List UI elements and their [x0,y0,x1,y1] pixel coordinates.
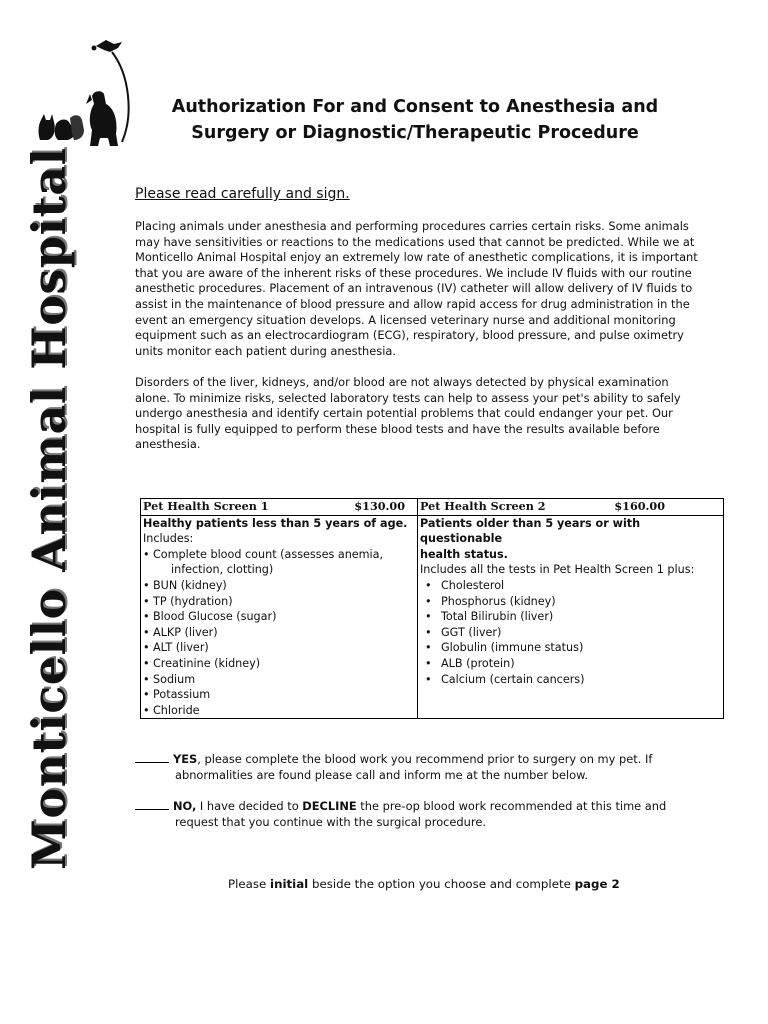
yes-initial-blank[interactable] [135,752,169,763]
paragraph-line: anesthesia. [135,437,201,452]
list-item [143,547,415,578]
no-text: I have decided to [196,799,303,813]
list-item: • Cholesterol [420,578,721,594]
screen1-details [141,515,418,719]
list-item: • Phosphorus (kidney) [420,594,721,610]
option-no [135,798,695,830]
instruction-text: beside the option you choose and complete [308,877,575,891]
health-screen-table [140,498,724,719]
screen2-subtitle [420,516,721,563]
paragraph-line: Disorders of the liver, kidneys, and/or blood are not always detected by physical examination [135,375,669,389]
option-yes [135,751,695,783]
screen2-price: $160.00 [614,499,665,513]
title-line-2: Surgery or Diagnostic/Therapeutic Procedure [191,123,639,143]
paragraph-line: Placing animals under anesthesia and performing procedures carries certain risks. Some animals [135,219,689,233]
list-item: • Creatinine (kidney) [143,656,415,672]
paragraph-line: undergo anesthesia and identify certain potential problems that could endanger your pet. Our [135,406,673,421]
instruction-page-link: page 2 [574,877,620,891]
paragraph-line: hospital is fully equipped to perform these blood tests and have the results available before [135,421,660,436]
no-keyword: NO, [173,799,197,813]
list-item: • TP (hydration) [143,594,415,610]
list-item: • ALT (liver) [143,640,415,656]
paragraph-line: event an emergency situation develops. A licensed veterinary nurse and additional monitoring [135,312,676,327]
instruction-initial: initial [270,877,309,891]
list-item-text: Complete blood count (assesses anemia, [153,547,384,561]
instruction-text: Please [228,877,271,891]
paragraph-line: may have sensitivities or reactions to the medications used that cannot be predicted. While we at [135,234,695,249]
paragraph-line: assist in the maintenance of blood pressure and allow rapid access for drug administration in the [135,296,690,311]
yes-text: , please complete the blood work you recommend prior to surgery on my pet. If [197,752,653,766]
list-item-text: infection, clotting) [171,563,274,577]
decline-keyword: DECLINE [302,799,357,813]
yes-keyword: YES [173,752,198,766]
screen1-price: $130.00 [354,499,405,513]
paragraph-line: Monticello Animal Hospital enjoy an extremely low rate of anesthetic complications, it is important [135,250,698,265]
screen1-intro: Includes: [143,532,194,546]
no-text-continued: request that you continue with the surgical procedure. [175,815,486,829]
paragraph-line: anesthetic procedures. Placement of an intravenous (IV) catheter will allow delivery of IV fluids to [135,281,693,296]
subtitle-line: health status. [420,547,508,561]
list-item: • Chloride [143,703,415,719]
paragraph-line: that you are aware of the inherent risks of these procedures. We include IV fluids with our routine [135,265,692,280]
list-item: • Blood Glucose (sugar) [143,609,415,625]
blood-test-paragraph [135,375,680,453]
yes-text-continued: abnormalities are found please call and inform me at the number below. [175,768,588,782]
screen2-test-list [420,578,721,687]
no-text-end: the pre-op blood work recommended at this time and [356,799,667,813]
list-item: • ALKP (liver) [143,625,415,641]
paragraph-line: equipment such as an electrocardiogram (ECG), respiratory, blood pressure, and pulse oximetry [135,328,684,343]
initial-instruction [228,877,620,891]
hospital-name-vertical: Monticello Animal Hospital [22,147,76,870]
subtitle-line: Patients older than 5 years or with questionable [420,516,641,546]
read-carefully-heading: Please read carefully and sign. [135,186,350,202]
screen2-details [418,515,724,719]
screen2-intro: Includes all the tests in Pet Health Screen 1 plus: [420,563,695,577]
title-line-1: Authorization For and Consent to Anesthesia and [171,97,659,117]
list-item: • GGT (liver) [420,625,721,641]
screen1-header [141,499,418,516]
screen1-name: Pet Health Screen 1 [143,499,269,513]
list-item: • Potassium [143,687,415,703]
list-item: • Sodium [143,672,415,688]
list-item: • Total Bilirubin (liver) [420,609,721,625]
list-item: • BUN (kidney) [143,578,415,594]
paragraph-line: units monitor each patient during anesthesia. [135,343,396,358]
screen2-name: Pet Health Screen 2 [420,499,546,513]
anesthesia-risk-paragraph [135,219,698,359]
screen1-test-list [143,547,415,719]
screen2-header [418,499,724,516]
paragraph-line: alone. To minimize risks, selected laboratory tests can help to assess your pet's ability to safely [135,390,681,405]
list-item: • ALB (protein) [420,656,721,672]
list-item: • Globulin (immune status) [420,640,721,656]
hospital-logo-animals [34,34,134,154]
document-title [150,94,680,146]
screen1-subtitle: Healthy patients less than 5 years of age. [143,516,408,530]
no-initial-blank[interactable] [135,799,169,810]
list-item: • Calcium (certain cancers) [420,672,721,688]
